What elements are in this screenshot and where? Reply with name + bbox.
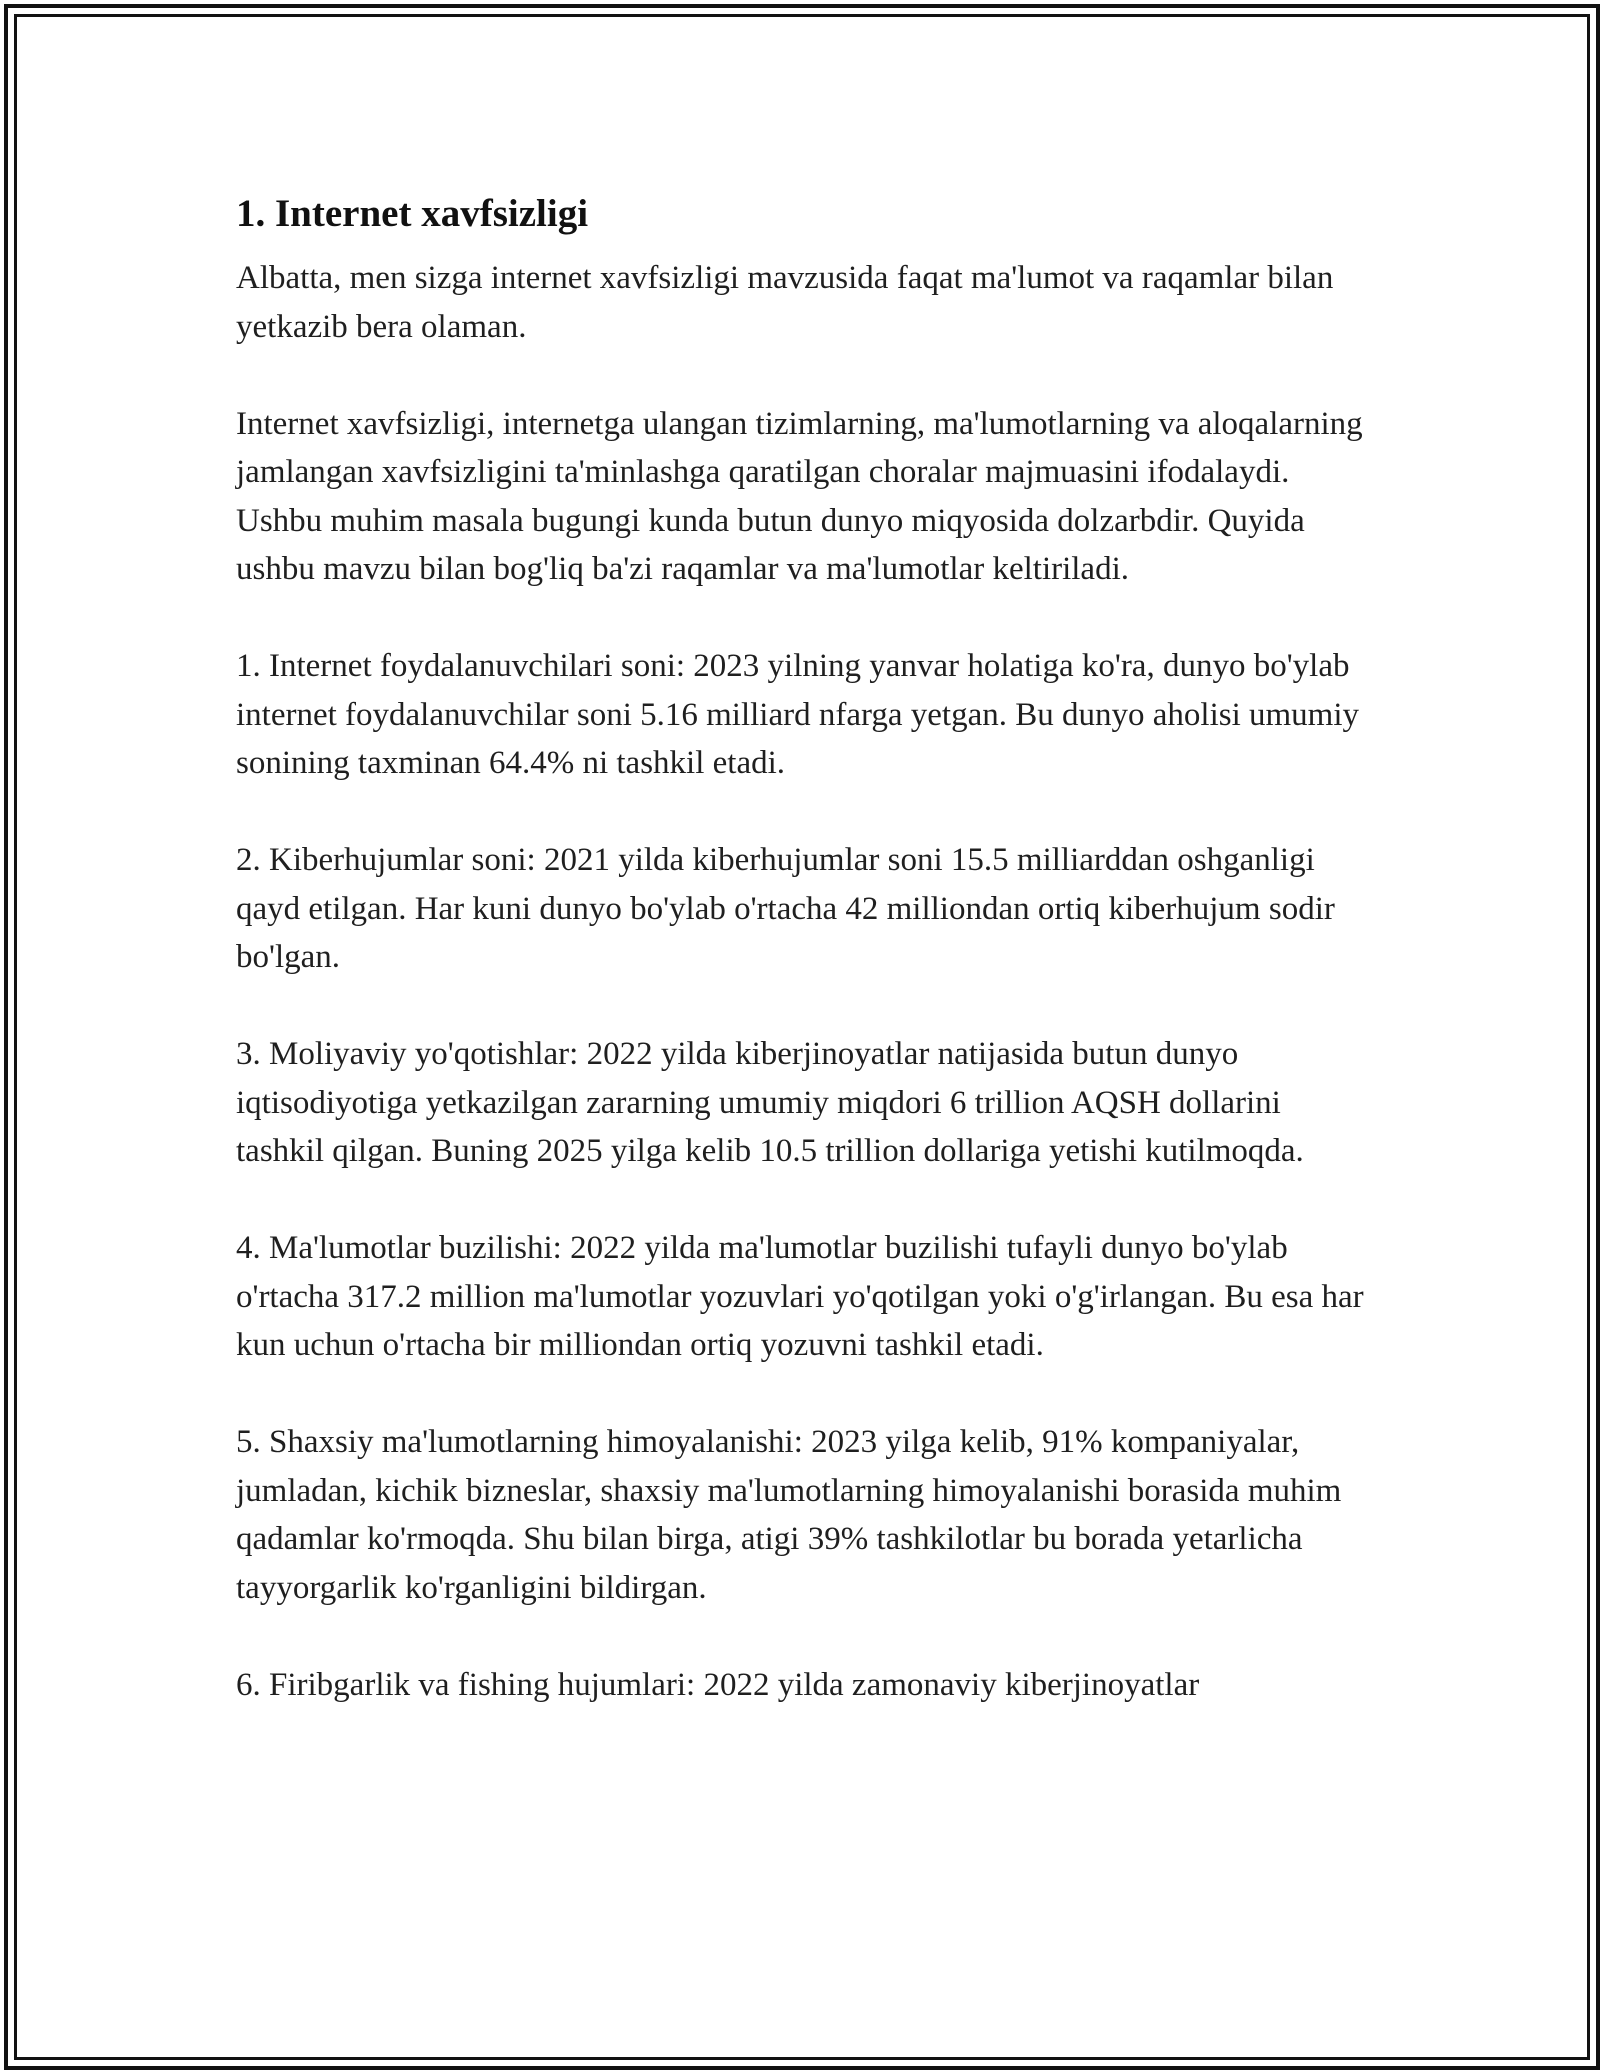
paragraph-intro: Albatta, men sizga internet xavfsizligi mavzusida faqat ma'lumot va raqamlar bilan yetkazib bera olaman. (236, 260, 1334, 345)
paragraph-item-6: 6. Firibgarlik va fishing hujumlari: 2022 yilda zamonaviy kiberjinoyatlar (236, 1666, 1200, 1703)
paragraph-item-2: 2. Kiberhujumlar soni: 2021 yilda kiberhujumlar soni 15.5 milliarddan oshganligi qayd etilgan. Har kuni dunyo bo'ylab o'rtacha 42 milliondan ortiq kiberhujum sodir bo'lgan. (236, 842, 1335, 975)
document-body (236, 188, 1366, 1709)
paragraph-definition: Internet xavfsizligi, internetga ulangan tizimlarning, ma'lumotlarning va aloqalarning jamlangan xavfsizligini ta'minlashga qaratilgan choralar majmuasini ifodalaydi. Ushbu muhim masala bugungi kunda butun dunyo miqyosida dolzarbdir. Quyida ushbu mavzu bilan bog'liq ba'zi raqamlar va ma'lumotlar keltiriladi. (236, 405, 1363, 587)
document-title: 1. Internet xavfsizligi (236, 192, 589, 235)
paragraph-item-4: 4. Ma'lumotlar buzilishi: 2022 yilda ma'lumotlar buzilishi tufayli dunyo bo'ylab o'rtacha 317.2 million ma'lumotlar yozuvlari yo'qotilgan yoki o'g'irlangan. Bu esa har kun uchun o'rtacha bir milliondan ortiq yozuvni tashkil etadi. (236, 1230, 1364, 1363)
paragraph-item-1: 1. Internet foydalanuvchilari soni: 2023 yilning yanvar holatiga ko'ra, dunyo bo'ylab internet foydalanuvchilar soni 5.16 milliard nfarga yetgan. Bu dunyo aholisi umumiy sonining taxminan 64.4% ni tashkil etadi. (236, 648, 1359, 781)
paragraph-item-5: 5. Shaxsiy ma'lumotlarning himoyalanishi: 2023 yilga kelib, 91% kompaniyalar, jumladan, kichik bizneslar, shaxsiy ma'lumotlarning himoyalanishi borasida muhim qadamlar ko'rmoqda. Shu bilan birga, atigi 39% tashkilotlar bu borada yetarlicha tayyorgarlik ko'rganligini bildirgan. (236, 1424, 1342, 1606)
paragraph-item-3: 3. Moliyaviy yo'qotishlar: 2022 yilda kiberjinoyatlar natijasida butun dunyo iqtisodiyotiga yetkazilgan zararning umumiy miqdori 6 trillion AQSH dollarini tashkil qilgan. Buning 2025 yilga kelib 10.5 trillion dollariga yetishi kutilmoqda. (236, 1036, 1304, 1169)
